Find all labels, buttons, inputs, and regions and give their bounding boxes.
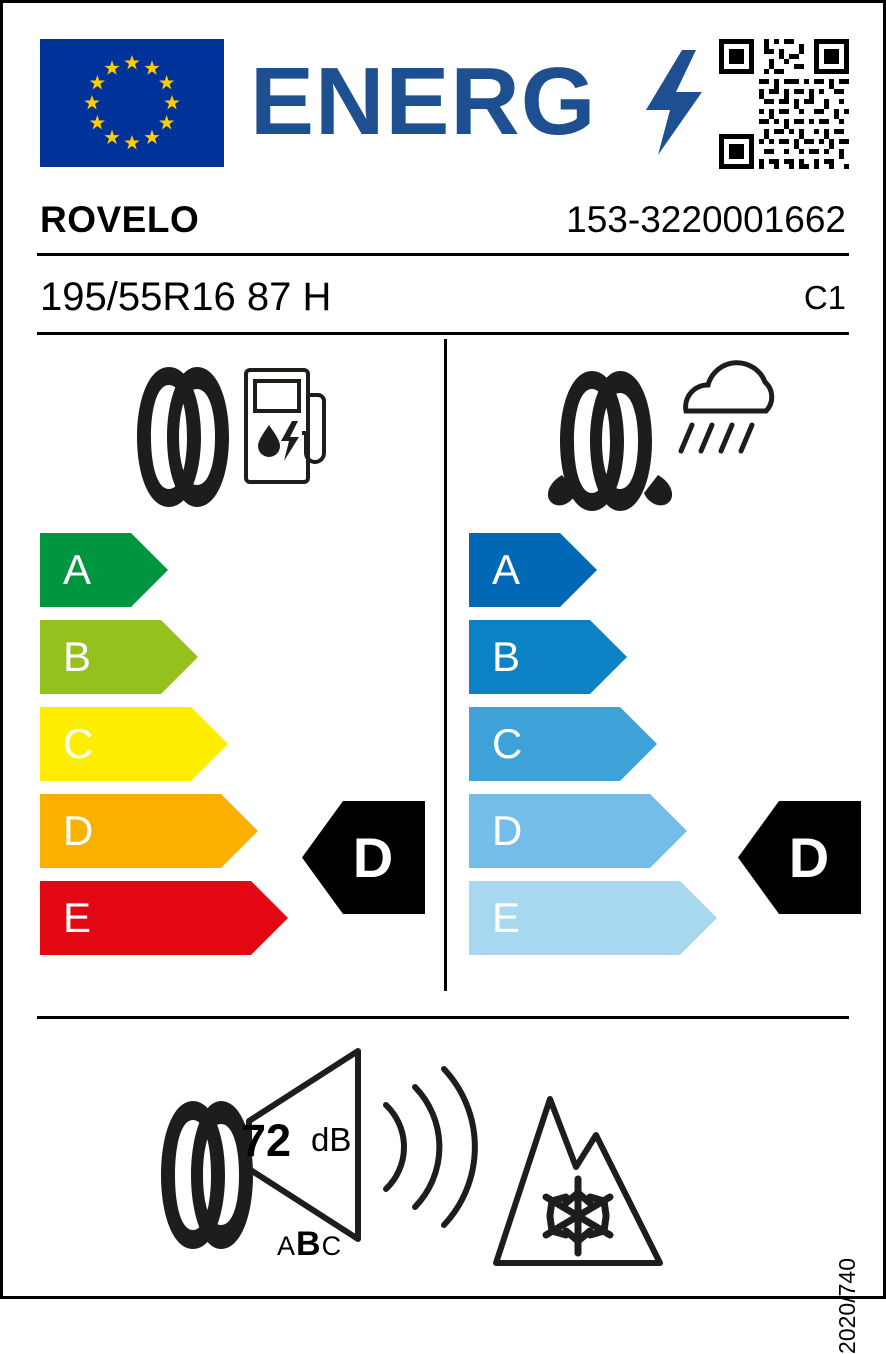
fuel-selected-letter: D bbox=[352, 826, 394, 889]
divider-middle bbox=[37, 332, 849, 335]
fuel-selected-grade bbox=[302, 801, 425, 914]
grade-letter: E bbox=[63, 894, 92, 941]
wet-selected-letter: D bbox=[788, 826, 830, 889]
wet-selected-grade bbox=[738, 801, 861, 914]
page-title: ENERG bbox=[250, 48, 597, 155]
brand-name: ROVELO bbox=[40, 199, 200, 240]
tyre-fuel-pump-icon bbox=[129, 355, 329, 520]
snowflake-mountain-icon bbox=[490, 1093, 666, 1269]
divider-vertical bbox=[444, 339, 447, 991]
eu-flag-icon bbox=[40, 39, 224, 167]
tyre-rain-cloud-icon bbox=[540, 353, 790, 523]
noise-class-b: B bbox=[296, 1225, 322, 1263]
grade-arrow bbox=[40, 533, 168, 607]
grade-letter: D bbox=[63, 807, 94, 854]
noise-value: 72 bbox=[241, 1115, 292, 1166]
grade-arrow bbox=[469, 533, 597, 607]
tyre-size: 195/55R16 87 H bbox=[40, 275, 332, 319]
regulation-number: 2020/740 bbox=[834, 1258, 860, 1354]
noise-class-a: A bbox=[277, 1231, 297, 1261]
grade-letter: A bbox=[492, 546, 521, 593]
noise-class-indicator bbox=[277, 1225, 342, 1264]
divider-top bbox=[37, 253, 849, 256]
grade-letter: D bbox=[492, 807, 523, 854]
type-code: 153-3220001662 bbox=[566, 199, 846, 240]
grade-letter: C bbox=[492, 720, 523, 767]
divider-bottom bbox=[37, 1016, 849, 1019]
tyre-class-code: C1 bbox=[803, 279, 846, 316]
qr-code-icon bbox=[719, 39, 849, 169]
grade-letter: E bbox=[492, 894, 521, 941]
energy-bolt-icon bbox=[644, 50, 704, 155]
grade-letter: B bbox=[492, 633, 521, 680]
grade-letter: B bbox=[63, 633, 92, 680]
grade-letter: A bbox=[63, 546, 92, 593]
noise-class-c: C bbox=[321, 1231, 343, 1261]
noise-unit: dB bbox=[311, 1121, 352, 1158]
grade-letter: C bbox=[63, 720, 94, 767]
